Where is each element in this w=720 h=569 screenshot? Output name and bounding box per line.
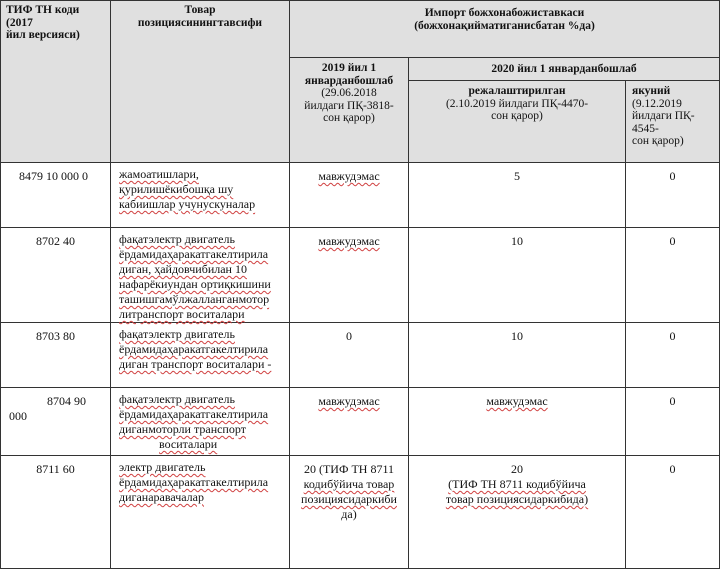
rate-2019-value: мавжудэмас <box>318 234 380 248</box>
row-desc-line: ёрдамидаҳаракатгакелтирила <box>119 342 269 356</box>
rate-planned-line: товар позициясидаркибида) <box>445 492 589 506</box>
row-desc-line: қурилишёкибошқа шу <box>119 182 234 196</box>
rate-planned-line: (ТИФ ТН 8711 кодибўйича <box>448 477 586 491</box>
row-desc-line: диган, ҳайдовчибилан 10 <box>119 262 247 276</box>
row-code <box>1 388 111 456</box>
header-planned-line1: режалаштирилган <box>468 85 566 97</box>
rate-planned-value: мавжудэмас <box>486 394 548 408</box>
rate-2019-value: мавжудэмас <box>318 169 380 183</box>
header-2019-line3: (29.06.2018 <box>321 87 377 99</box>
row-code: 8479 10 000 0 <box>1 163 111 228</box>
row-rate-2019: 0 <box>290 323 409 388</box>
row-rate-planned: 10 <box>409 323 626 388</box>
row-desc-line: жамоатишлари, <box>119 167 199 181</box>
header-final-line1: якуний <box>632 85 671 97</box>
header-2020-label: 2020 йил 1 январданбошлаб <box>491 63 637 75</box>
row-desc-line: литранспорт воситалари <box>119 307 245 321</box>
row-rate-final: 0 <box>626 456 720 569</box>
row-desc-line: электр двигатель <box>119 460 206 474</box>
header-final-line3: йилдаги ПҚ- <box>632 110 695 122</box>
row-description <box>111 228 290 323</box>
row-desc-line: ёрдамидаҳаракатгакелтирила <box>119 247 269 261</box>
row-description <box>111 323 290 388</box>
header-code-line1: ТИФ ТН коди <box>6 4 80 16</box>
header-import-line1: Импорт божхонабожиставкаси <box>424 7 585 19</box>
row-rate-planned <box>409 388 626 456</box>
row-rate-2019 <box>290 163 409 228</box>
row-rate-planned: 10 <box>409 228 626 323</box>
table-row <box>1 323 720 388</box>
row-description <box>111 456 290 569</box>
header-planned-line3: сон қарор) <box>491 110 543 122</box>
row-rate-2019 <box>290 388 409 456</box>
row-rate-final: 0 <box>626 163 720 228</box>
rate-planned-line: 20 <box>511 462 523 476</box>
row-desc-line: ташишгамўлжалланганмотор <box>119 292 270 306</box>
rate-2019-value: мавжудэмас <box>318 394 380 408</box>
header-import-line2: (божхонақийматиганисбатан %да) <box>414 19 595 32</box>
row-rate-final: 0 <box>626 228 720 323</box>
row-code-line1: 8704 90 <box>47 394 86 408</box>
header-2019-line5: сон қарор) <box>323 112 375 124</box>
row-code-line2: 000 <box>9 409 27 423</box>
header-import <box>290 1 720 58</box>
row-code: 8711 60 <box>1 456 111 569</box>
row-rate-2019 <box>290 228 409 323</box>
row-rate-2019 <box>290 456 409 569</box>
row-desc-line: кабиишлар учунускуналар <box>119 197 256 211</box>
header-final-line4: 4545- <box>632 122 659 135</box>
row-desc-line: диганмоторли транспорт <box>119 422 246 436</box>
header-2019-line4: йилдаги ПҚ-3818- <box>304 99 394 112</box>
header-code-line3: йил версияси) <box>6 29 80 41</box>
header-planned <box>409 81 626 163</box>
rate-2019-line: позициясидаркиби <box>301 492 397 506</box>
row-description <box>111 163 290 228</box>
table-row <box>1 388 720 456</box>
header-2020 <box>409 58 720 81</box>
table-row <box>1 163 720 228</box>
row-rate-planned: 5 <box>409 163 626 228</box>
row-desc-line: диганаравачалар <box>119 490 204 504</box>
header-final <box>626 81 720 163</box>
rate-2019-line: да) <box>341 507 357 521</box>
header-goods-line1: Товар <box>184 4 216 16</box>
rate-2019-line: 20 (ТИФ ТН 8711 <box>303 462 395 476</box>
header-planned-line2: (2.10.2019 йилдаги ПҚ-4470- <box>445 97 589 110</box>
header-code-line2: (2017 <box>6 16 33 29</box>
table-row <box>1 228 720 323</box>
row-rate-final: 0 <box>626 323 720 388</box>
row-desc-line: ёрдамидаҳаракатгакелтирила <box>119 475 269 489</box>
row-desc-line: диган транспорт воситалари - <box>119 357 272 371</box>
header-final-line5: сон қарор) <box>632 135 684 147</box>
header-code <box>1 1 111 163</box>
row-desc-line: ёрдамидаҳаракатгакелтирила <box>119 407 269 421</box>
row-desc-line: фақатэлектр двигатель <box>119 392 235 406</box>
row-desc-line: нафарёкиундан ортиқкишини <box>119 277 271 291</box>
row-rate-final: 0 <box>626 388 720 456</box>
row-desc-line: фақатэлектр двигатель <box>119 327 235 341</box>
row-code: 8702 40 <box>1 228 111 323</box>
header-2019 <box>290 58 409 163</box>
row-description <box>111 388 290 456</box>
rate-2019-line: кодибўйича товар <box>303 477 395 491</box>
row-desc-line: фақатэлектр двигатель <box>119 232 235 246</box>
header-goods-line2: позициясинингтавсифи <box>137 16 263 29</box>
header-2019-line2: январданбошлаб <box>304 74 394 87</box>
row-code: 8703 80 <box>1 323 111 388</box>
row-desc-line: воситалари <box>159 437 218 451</box>
header-2019-line1: 2019 йил 1 <box>321 62 377 74</box>
row-rate-planned <box>409 456 626 569</box>
table-row <box>1 456 720 569</box>
header-final-line2: (9.12.2019 <box>632 97 682 110</box>
header-goods <box>111 1 290 163</box>
